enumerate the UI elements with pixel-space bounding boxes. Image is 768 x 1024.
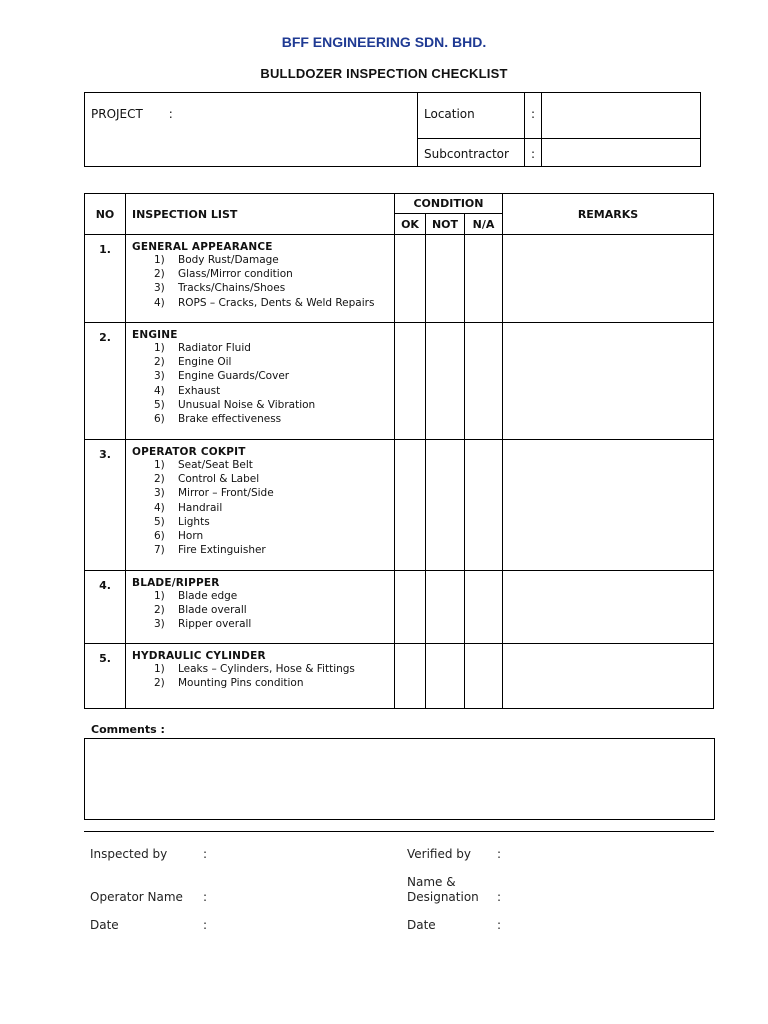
section-title: HYDRAULIC CYLINDER bbox=[132, 650, 266, 662]
project-header-table bbox=[84, 92, 701, 167]
list-item: 7) Fire Extinguisher bbox=[154, 544, 266, 557]
comments-box[interactable] bbox=[84, 738, 715, 820]
ok-cell[interactable] bbox=[395, 235, 426, 323]
date-right-label: Date bbox=[407, 918, 436, 932]
section-title: BLADE/RIPPER bbox=[132, 577, 220, 589]
list-item: 1) Blade edge bbox=[154, 590, 238, 602]
not-cell[interactable] bbox=[426, 235, 465, 323]
section-title: GENERAL APPEARANCE bbox=[132, 241, 273, 253]
inspected-by-colon: : bbox=[203, 847, 208, 861]
section-cell bbox=[126, 323, 395, 440]
date-left-colon: : bbox=[203, 918, 208, 932]
table-row bbox=[85, 644, 714, 709]
list-item: 3) Tracks/Chains/Shoes bbox=[154, 282, 286, 295]
list-item: 1) Radiator Fluid bbox=[154, 342, 251, 354]
project-field[interactable] bbox=[85, 93, 418, 167]
section-cell bbox=[126, 571, 395, 644]
section-number: 1. bbox=[85, 235, 126, 323]
ok-cell[interactable] bbox=[395, 644, 426, 709]
remarks-cell[interactable] bbox=[503, 235, 714, 323]
list-item: 2) Control & Label bbox=[154, 473, 260, 486]
date-right-colon: : bbox=[497, 918, 502, 932]
list-item: 3) Ripper overall bbox=[154, 618, 252, 631]
section-number: 3. bbox=[85, 440, 126, 571]
verified-by-label: Verified by bbox=[407, 847, 472, 861]
na-cell[interactable] bbox=[465, 235, 503, 323]
header-inspection-list: INSPECTION LIST bbox=[126, 194, 395, 235]
subcontractor-label: Subcontractor bbox=[418, 139, 525, 167]
header-remarks: REMARKS bbox=[503, 194, 714, 235]
header-condition: CONDITION bbox=[395, 194, 503, 214]
section-cell bbox=[126, 440, 395, 571]
na-cell[interactable] bbox=[465, 571, 503, 644]
na-cell[interactable] bbox=[465, 440, 503, 571]
company-name: BFF ENGINEERING SDN. BHD. bbox=[281, 34, 487, 50]
section-title: ENGINE bbox=[132, 329, 178, 341]
list-item: 4) ROPS – Cracks, Dents & Weld Repairs bbox=[154, 296, 375, 309]
header-no: NO bbox=[85, 194, 126, 235]
ok-cell[interactable] bbox=[395, 440, 426, 571]
section-number: 2. bbox=[85, 323, 126, 440]
na-cell[interactable] bbox=[465, 644, 503, 709]
project-colon: : bbox=[168, 107, 173, 121]
list-item: 4) Handrail bbox=[154, 501, 223, 514]
list-item: 1) Leaks – Cylinders, Hose & Fittings bbox=[154, 663, 355, 675]
operator-name-colon: : bbox=[203, 890, 208, 904]
inspected-by-label: Inspected by bbox=[90, 847, 168, 861]
list-item: 5) Unusual Noise & Vibration bbox=[154, 398, 316, 411]
table-row bbox=[85, 323, 714, 440]
list-item: 5) Lights bbox=[154, 515, 210, 528]
comments-label: Comments : bbox=[91, 723, 165, 736]
list-item: 1) Seat/Seat Belt bbox=[154, 459, 253, 471]
name-designation-label-line1: Name & bbox=[407, 875, 456, 889]
section-title: OPERATOR COKPIT bbox=[132, 446, 246, 458]
ok-cell[interactable] bbox=[395, 323, 426, 440]
section-cell bbox=[126, 235, 395, 323]
list-item: 6) Brake effectiveness bbox=[154, 413, 282, 426]
na-cell[interactable] bbox=[465, 323, 503, 440]
list-item: 2) Blade overall bbox=[154, 604, 247, 617]
remarks-cell[interactable] bbox=[503, 440, 714, 571]
list-item: 2) Mounting Pins condition bbox=[154, 677, 304, 690]
header-ok: OK bbox=[395, 214, 426, 235]
table-row bbox=[85, 440, 714, 571]
name-designation-colon: : bbox=[497, 890, 502, 904]
not-cell[interactable] bbox=[426, 323, 465, 440]
not-cell[interactable] bbox=[426, 571, 465, 644]
remarks-cell[interactable] bbox=[503, 571, 714, 644]
inspection-table bbox=[84, 193, 714, 709]
verified-by-colon: : bbox=[497, 847, 502, 861]
table-row bbox=[85, 235, 714, 323]
section-number: 4. bbox=[85, 571, 126, 644]
remarks-cell[interactable] bbox=[503, 323, 714, 440]
remarks-cell[interactable] bbox=[503, 644, 714, 709]
list-item: 6) Horn bbox=[154, 530, 204, 543]
ok-cell[interactable] bbox=[395, 571, 426, 644]
header-not: NOT bbox=[426, 214, 465, 235]
section-cell bbox=[126, 644, 395, 709]
not-cell[interactable] bbox=[426, 644, 465, 709]
name-designation-label-line2: Designation bbox=[407, 890, 479, 904]
date-left-label: Date bbox=[90, 918, 119, 932]
location-label: Location bbox=[418, 93, 525, 139]
list-item: 2) Glass/Mirror condition bbox=[154, 268, 293, 281]
project-label: PROJECT bbox=[91, 107, 143, 121]
list-item: 4) Exhaust bbox=[154, 384, 221, 397]
list-item: 3) Engine Guards/Cover bbox=[154, 370, 290, 383]
list-item: 1) Body Rust/Damage bbox=[154, 254, 279, 266]
operator-name-label: Operator Name bbox=[90, 890, 183, 904]
header-na: N/A bbox=[465, 214, 503, 235]
list-item: 2) Engine Oil bbox=[154, 356, 232, 369]
list-item: 3) Mirror – Front/Side bbox=[154, 487, 274, 500]
subcontractor-colon: : bbox=[525, 139, 542, 167]
not-cell[interactable] bbox=[426, 440, 465, 571]
section-number: 5. bbox=[85, 644, 126, 709]
document-title: BULLDOZER INSPECTION CHECKLIST bbox=[260, 66, 508, 81]
subcontractor-field[interactable] bbox=[542, 139, 701, 167]
signoff-divider bbox=[84, 831, 714, 832]
table-row bbox=[85, 571, 714, 644]
location-field[interactable] bbox=[542, 93, 701, 139]
location-colon: : bbox=[525, 93, 542, 139]
